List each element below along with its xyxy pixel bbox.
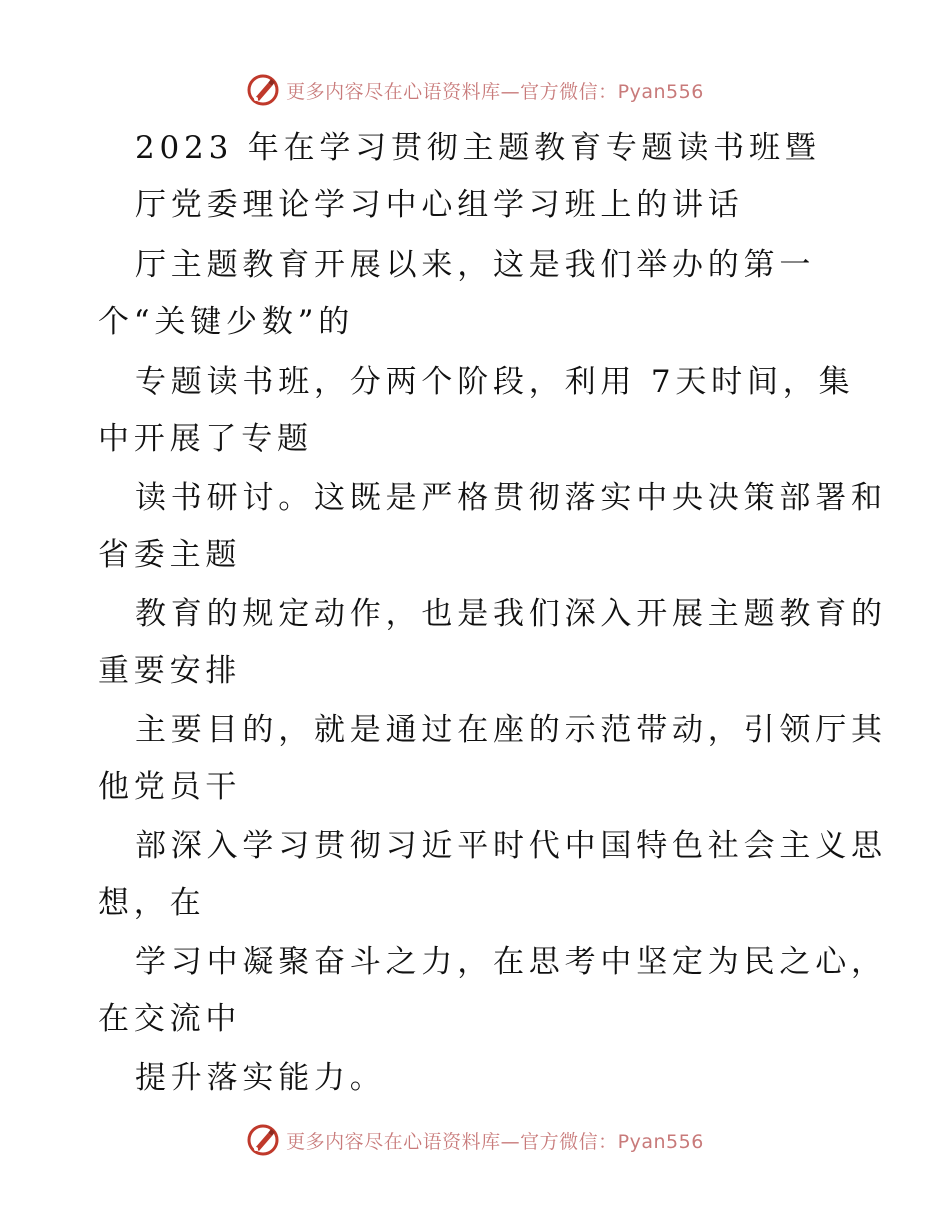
body-line: 想，在 bbox=[98, 885, 206, 921]
body-line: 中开展了专题 bbox=[98, 421, 313, 457]
body-line: 在交流中 bbox=[98, 1001, 242, 1037]
body-line: 省委主题 bbox=[98, 537, 242, 573]
body-line: 学习中凝聚奋斗之力，在思考中坚定为民之心， bbox=[135, 944, 887, 980]
body-line: 读书研讨。这既是严格贯彻落实中央决策部署和 bbox=[135, 480, 887, 516]
body-line: 个“关键少数”的 bbox=[98, 304, 355, 340]
body-line: 他党员干 bbox=[98, 769, 242, 805]
title-line-2: 厅党委理论学习中心组学习班上的讲话 bbox=[135, 187, 744, 223]
watermark-text: 更多内容尽在心语资料库—官方微信：Pyan556 bbox=[286, 1130, 704, 1153]
body-line: 主要目的，就是通过在座的示范带动，引领厅其 bbox=[135, 712, 887, 748]
body-line: 重要安排 bbox=[98, 653, 242, 689]
title-line-1: 2023 年在学习贯彻主题教育专题读书班暨 bbox=[135, 130, 821, 166]
pen-in-circle-logo-icon bbox=[246, 73, 280, 107]
body-line: 提升落实能力。 bbox=[135, 1060, 386, 1096]
watermark-text: 更多内容尽在心语资料库—官方微信：Pyan556 bbox=[286, 80, 704, 103]
header-watermark bbox=[0, 72, 950, 108]
body-line: 部深入学习贯彻习近平时代中国特色社会主义思 bbox=[135, 828, 887, 864]
footer-watermark bbox=[0, 1122, 950, 1158]
pen-in-circle-logo-icon bbox=[246, 1123, 280, 1157]
body-line: 教育的规定动作，也是我们深入开展主题教育的 bbox=[135, 596, 887, 632]
body-line: 专题读书班，分两个阶段，利用 7天时间，集 bbox=[135, 364, 855, 400]
body-line: 厅主题教育开展以来，这是我们举办的第一 bbox=[135, 247, 816, 283]
